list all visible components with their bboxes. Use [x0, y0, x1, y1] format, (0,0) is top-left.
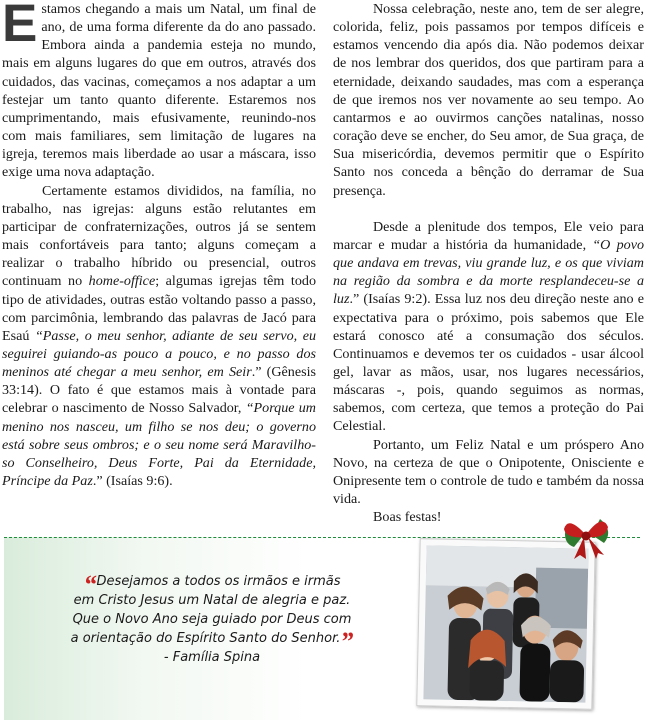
greeting-line-1 — [62, 570, 362, 599]
greeting-text: a orientação do Espírito Santo do Senhor. — [70, 631, 341, 646]
greeting-quote — [62, 572, 362, 667]
greeting-text: Desejamos a todos os irmãos e irmãs — [96, 574, 341, 589]
drop-cap: E — [2, 0, 38, 53]
greeting-line-4 — [62, 627, 362, 656]
close-quote-mark: ” — [340, 627, 354, 656]
quote-isaias-9-6: “Porque um menino nos nasceu, um filho se nos deu; o governo está sobre seus ombros; e o seu nome será Maravilhoso Conselheiro, Deus Forte, Pai da Eternidade, Príncipe da Paz — [2, 400, 316, 490]
text-home-office: home-office — [88, 273, 156, 290]
text-run: .” (Isaías 9:6). — [92, 473, 173, 490]
text-run: .” (Isaías 9:2). Essa luz nos deu direção neste ano e expectativa para o próximo, pois sabemos que Ele estará conosco até a consumação dos séculos. Continuamos e devemos ter os cuidados - usar álcool gel, lavar as mãos, usar, nos lugares necessários, máscaras -, pois, quando seguimos as normas, sabemos, com certeza, que temos a proteção do Pai Celestial. — [333, 291, 644, 435]
family-photo-icon — [423, 545, 588, 702]
open-quote-mark: “ — [83, 570, 97, 599]
text-run: ; algumas igrejas têm todo tipo de atividades, outras estão voltando passo a passo, com parcimônia, lembrando das palavras de Jacó para Esaú — [2, 273, 316, 344]
article-left-column — [2, 0, 316, 490]
text-run: Desde a plenitude dos tempos, Ele veio para marcar e mudar a história da humanidade, — [333, 218, 644, 253]
article-right-column — [333, 0, 644, 526]
paragraph-intro — [2, 0, 316, 182]
greeting-line-2: em Cristo Jesus um Natal de alegria e paz. — [73, 593, 351, 608]
paragraph-intro-text: stamos chegando a mais um Natal, um final de ano, de uma forma diferente da do ano passado. Embora ainda a pandemia esteja no mundo, mais em alguns lugares do que em outros, através dos cuidados, das vacinas, começamos a nos adaptar a um festejar um tanto quanto diferente. Estaremos nos cumprimentando, mais efusivamente, reunindo-nos com mais familiares, sem limitação de lugares na igreja, teremos mais liberdade ao usar a máscara, isso exige uma nova adaptação. — [2, 1, 316, 181]
greeting-line-3: Que o Novo Ano seja guiado por Deus com — [72, 612, 352, 627]
text-run: Certamente estamos divididos, na família, no trabalho, nas igrejas: alguns estão relutantes em participar de confraternizações, outros já se sentem mais confortáveis para tanto; alguns começam a realizar o trabalho híbrido ou presencial, outros continuam no — [2, 182, 316, 290]
christmas-bow-icon — [560, 513, 612, 561]
quote-isaias-9-2: “O povo que andava em trevas, viu grande luz, e os que viviam na região da sombra e da morte resplandeceu-se a luz — [333, 236, 645, 308]
paragraph-closing: Boas festas! — [373, 509, 442, 526]
family-photo — [416, 538, 595, 710]
paragraph-celebration: Nossa celebração, neste ano, tem de ser alegre, colorida, feliz, pois passamos por tempos difíceis e estamos vencendo dia após dia. Não podemos deixar de nos lembrar dos queridos, dos que partiram para a eternidade, deixando saudades, mas com a esperança de que iremos nos ver novamente ao seu tempo. Ao cantarmos e ao ouvirmos canções natalinas, nosso coração deve se encher, do Seu amor, de Sua graça, de Sua misericórdia, devemos permitir que o Espírito Santo nos conceda a bênção do derramar de Sua presença. — [333, 1, 644, 199]
text-run: .” (Gênesis 33:14). O fato é que estamos mais à vontade para celebrar o nascimento de Nosso Salvador, — [2, 364, 316, 417]
paragraph-fullness — [333, 218, 644, 436]
paragraph-wishes: Portanto, um Feliz Natal e um próspero Ano Novo, na certeza de que o Onipotente, Onisciente e Onipresente tem o controle de tudo e também da nossa vida. — [333, 436, 644, 508]
greeting-signature: - Família Spina — [163, 650, 261, 665]
quote-genesis: “Passe, o meu senhor, adiante de seu servo, eu seguirei guiando-as pouco a pouco, e no passo dos meninos até chegar a meu senhor, em Seir — [2, 327, 316, 381]
paragraph-divided — [2, 182, 316, 491]
